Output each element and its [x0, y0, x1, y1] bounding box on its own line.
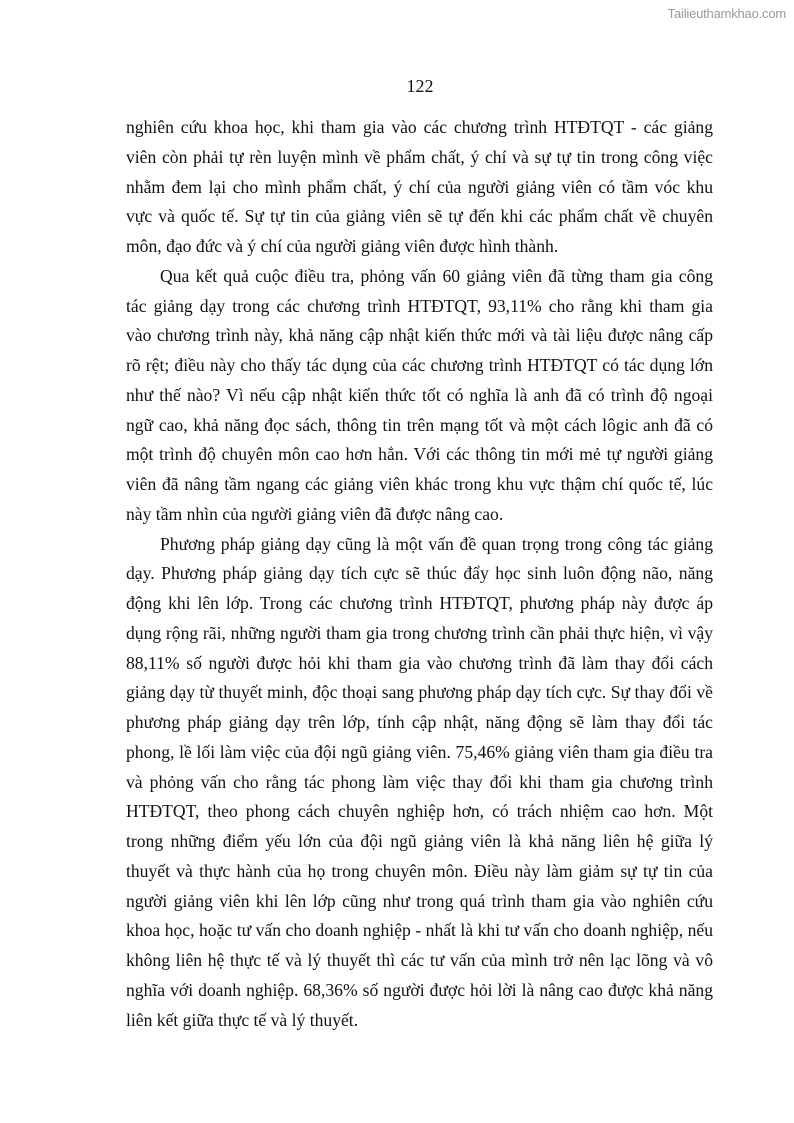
- page-number: 122: [406, 76, 434, 96]
- text-line: một trình độ chuyên môn cao hơn hẳn. Với các thông tin mới mẻ tự người giảng: [126, 444, 713, 465]
- paragraph: [126, 530, 713, 1036]
- text-line: Qua kết quả cuộc điều tra, phỏng vấn 60 giảng viên đã từng tham gia công: [160, 265, 713, 286]
- text-line: HTĐTQT, theo phong cách chuyên nghiệp hơn, có trách nhiệm cao hơn. Một: [126, 801, 713, 822]
- text-line: người giảng viên khi lên lớp cũng như trong quá trình tham gia vào nghiên cứu: [126, 890, 713, 911]
- text-line: Phương pháp giảng dạy cũng là một vấn đề quan trọng trong công tác giảng: [160, 533, 713, 554]
- text-line: vào chương trình này, khả năng cập nhật kiến thức mới và tài liệu được nâng cấp: [126, 325, 713, 346]
- document-body: [126, 113, 713, 1035]
- text-line: không liên hệ thực tế và lý thuyết thì các tư vấn của mình trở nên lạc lõng và vô: [126, 950, 713, 970]
- text-line: rõ rệt; điều này cho thấy tác dụng của các chương trình HTĐTQT có tác dụng lớn: [126, 355, 713, 375]
- text-line: này tầm nhìn của người giảng viên đã được nâng cao.: [126, 503, 504, 524]
- paragraph: [126, 113, 713, 262]
- text-line: trong những điểm yếu lớn của đội ngũ giảng viên là khả năng liên hệ giữa lý: [126, 831, 713, 851]
- text-line: động khi lên lớp. Trong các chương trình HTĐTQT, phương pháp này được áp: [126, 593, 713, 613]
- text-line: nghĩa với doanh nghiệp. 68,36% số người được hỏi lời là nâng cao được khả năng: [126, 979, 713, 1000]
- text-line: khoa học, hoặc tư vấn cho doanh nghiệp - nhất là khi tư vấn cho doanh nghiệp, nếu: [126, 920, 713, 941]
- watermark: Tailieuthamkhao.com: [667, 6, 786, 21]
- text-line: tác giảng dạy trong các chương trình HTĐTQT, 93,11% cho rằng khi tham gia: [126, 295, 713, 316]
- text-line: viên còn phải tự rèn luyện mình về phẩm chất, ý chí và sự tự tin trong công việc: [126, 146, 713, 167]
- text-line: thuyết và thực hành của họ trong chuyên môn. Điều này làm giảm sự tự tin của: [126, 860, 713, 881]
- text-line: môn, đạo đức và ý chí của người giảng viên được hình thành.: [126, 236, 559, 256]
- text-line: 88,11% số người được hỏi khi tham gia vào chương trình đã làm thay đổi cách: [126, 652, 713, 673]
- text-line: viên đã nâng tầm ngang các giảng viên khác trong khu vực thậm chí quốc tế, lúc: [126, 474, 713, 494]
- text-line: và phỏng vấn cho rằng tác phong làm việc thay đổi khi tham gia chương trình: [126, 771, 713, 792]
- text-line: liên kết giữa thực tế và lý thuyết.: [126, 1009, 359, 1030]
- text-line: dạy. Phương pháp giảng dạy tích cực sẽ thúc đẩy học sinh luôn động não, năng: [126, 563, 713, 584]
- text-line: phong, lề lối làm việc của đội ngũ giảng viên. 75,46% giảng viên tham gia điều tra: [126, 741, 713, 762]
- paragraph: [126, 262, 713, 530]
- text-line: nhằm đem lại cho mình phẩm chất, ý chí của người giảng viên có tầm vóc khu: [126, 176, 713, 197]
- text-line: giảng dạy từ thuyết minh, độc thoại sang phương pháp dạy tích cực. Sự thay đổi về: [126, 682, 713, 703]
- text-line: phương pháp giảng dạy trên lớp, tính cập nhật, năng động sẽ làm thay đổi tác: [126, 712, 713, 732]
- text-line: ngữ cao, khả năng đọc sách, thông tin trên mạng tốt và một cách lôgic anh đã có: [126, 414, 713, 435]
- text-line: dụng rộng rãi, những người tham gia trong chương trình cần phải thực hiện, vì vậy: [126, 622, 713, 643]
- text-line: vực và quốc tế. Sự tự tin của giảng viên sẽ tự đến khi các phẩm chất về chuyên: [126, 206, 713, 227]
- text-line: nghiên cứu khoa học, khi tham gia vào các chương trình HTĐTQT - các giảng: [126, 117, 713, 137]
- text-line: như thế nào? Vì nếu cập nhật kiến thức tốt có nghĩa là anh đã có trình độ ngoại: [126, 384, 713, 405]
